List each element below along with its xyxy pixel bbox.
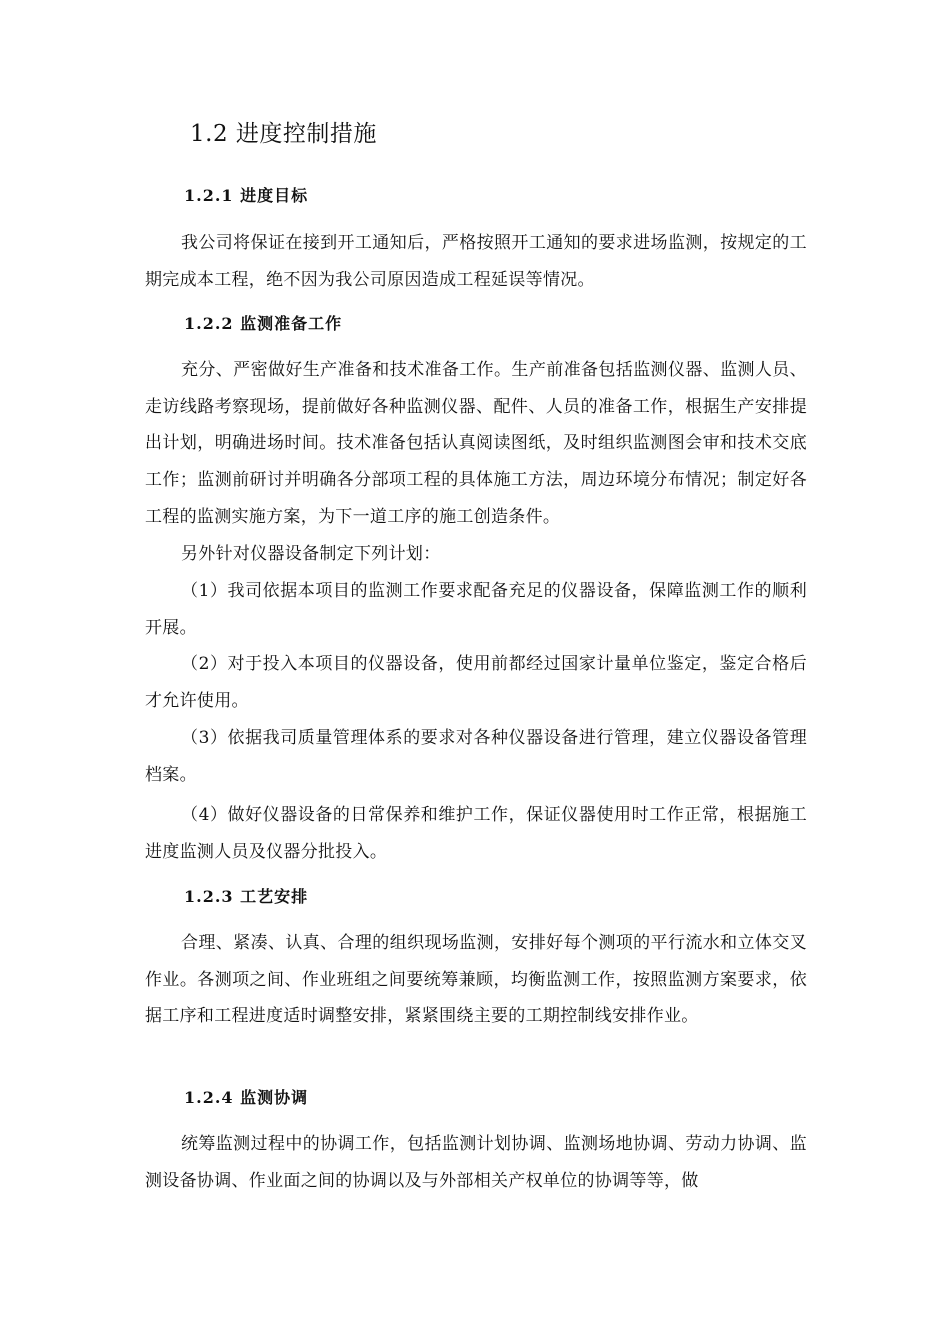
- section-title: 1.2 进度控制措施: [190, 121, 377, 147]
- subsection-heading-process: 1.2.3 工艺安排: [184, 887, 309, 906]
- paragraph-coordination: 统筹监测过程中的协调工作，包括监测计划协调、监测场地协调、劳动力协调、监测设备协调、作业面之间的协调以及与外部相关产权单位的协调等等，做: [145, 1134, 807, 1191]
- paragraph-progress-goal: 我公司将保证在接到开工通知后，严格按照开工通知的要求进场监测，按规定的工期完成本工程，绝不因为我公司原因造成工程延误等情况。: [145, 233, 807, 290]
- paragraph-equipment-intro: 另外针对仪器设备制定下列计划：: [181, 544, 441, 564]
- subsection-heading-preparation: 1.2.2 监测准备工作: [184, 314, 343, 333]
- paragraph-preparation: 充分、严密做好生产准备和技术准备工作。生产前准备包括监测仪器、监测人员、走访线路考察现场，提前做好各种监测仪器、配件、人员的准备工作，根据生产安排提出计划，明确进场时间。技术准备包括认真阅读图纸，及时组织监测图会审和技术交底工作；监测前研讨并明确各分部项工程的具体施工方法，周边环境分布情况；制定好各工程的监测实施方案，为下一道工序的施工创造条件。: [145, 360, 807, 527]
- subsection-heading-coordination: 1.2.4 监测协调: [184, 1088, 309, 1107]
- list-item-equipment-4: （4）做好仪器设备的日常保养和维护工作，保证仪器使用时工作正常，根据施工进度监测人员及仪器分批投入。: [145, 805, 807, 862]
- list-item-equipment-2: （2）对于投入本项目的仪器设备，使用前都经过国家计量单位鉴定，鉴定合格后才允许使用。: [145, 654, 807, 711]
- list-item-equipment-3: （3）依据我司质量管理体系的要求对各种仪器设备进行管理，建立仪器设备管理档案。: [145, 728, 807, 785]
- subsection-heading-progress-goal: 1.2.1 进度目标: [184, 186, 309, 205]
- list-item-equipment-1: （1）我司依据本项目的监测工作要求配备充足的仪器设备，保障监测工作的顺利开展。: [145, 581, 807, 638]
- paragraph-process: 合理、紧凑、认真、合理的组织现场监测，安排好每个测项的平行流水和立体交叉作业。各测项之间、作业班组之间要统筹兼顾，均衡监测工作，按照监测方案要求，依据工序和工程进度适时调整安排，紧紧围绕主要的工期控制线安排作业。: [145, 933, 807, 1027]
